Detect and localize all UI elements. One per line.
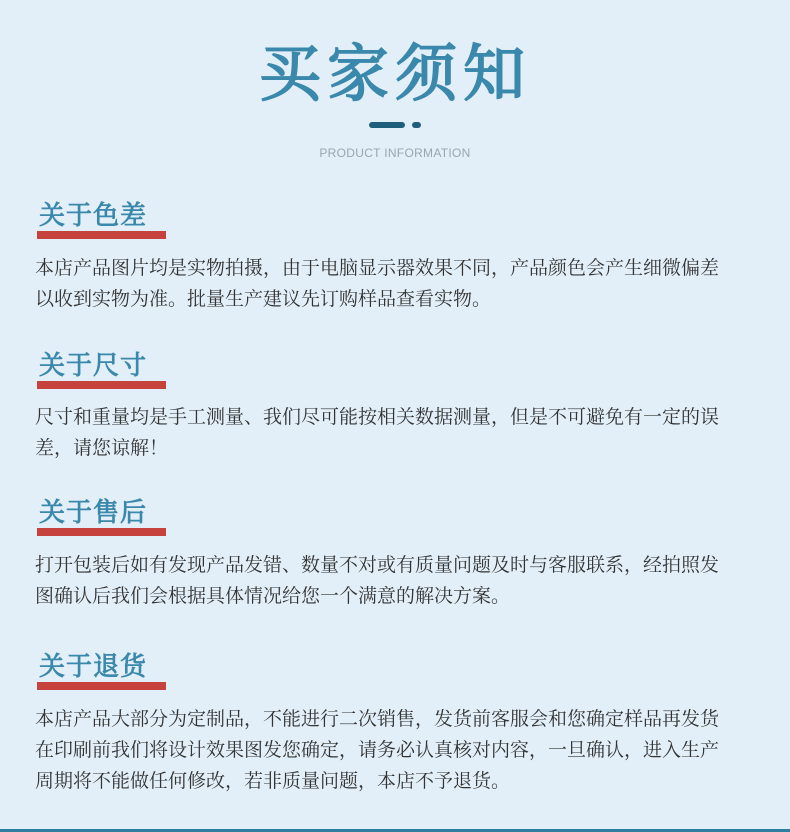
body-line: 在印刷前我们将设计效果图发您确定，请务必认真核对内容，一旦确认，进入生产 — [35, 739, 720, 761]
section-body-returns — [35, 704, 765, 797]
section-heading-text: 关于售后 — [39, 498, 148, 528]
section-body-size — [35, 402, 765, 464]
body-line: 差，请您谅解！ — [35, 437, 169, 459]
section-heading-size — [37, 349, 166, 389]
body-line: 打开包装后如有发现产品发错、数量不对或有质量问题及时与客服联系，经拍照发 — [35, 554, 720, 576]
body-line: 周期将不能做任何修改，若非质量问题，本店不予退货。 — [35, 770, 511, 792]
section-body-color — [35, 253, 765, 315]
section-heading-text: 关于尺寸 — [39, 351, 148, 381]
page-title: 买家须知 — [258, 37, 531, 110]
section-heading-text: 关于退货 — [39, 652, 148, 682]
page-subtitle: PRODUCT INFORMATION — [319, 146, 471, 160]
section-body-after-sales — [35, 550, 765, 612]
section-heading-text: 关于色差 — [39, 201, 148, 231]
section-heading-returns — [37, 650, 166, 690]
body-line: 本店产品大部分为定制品，不能进行二次销售，发货前客服会和您确定样品再发货 — [35, 708, 720, 730]
body-line: 尺寸和重量均是手工测量、我们尽可能按相关数据测量，但是不可避免有一定的误 — [35, 406, 720, 428]
section-heading-color — [37, 199, 166, 239]
body-line: 本店产品图片均是实物拍摄，由于电脑显示器效果不同，产品颜色会产生细微偏差 — [35, 257, 720, 279]
section-heading-after-sales — [37, 496, 166, 536]
title-divider-long — [369, 122, 405, 128]
body-line: 以收到实物为准。批量生产建议先订购样品查看实物。 — [35, 288, 492, 310]
title-divider-short — [412, 122, 421, 128]
body-line: 图确认后我们会根据具体情况给您一个满意的解决方案。 — [35, 585, 511, 607]
